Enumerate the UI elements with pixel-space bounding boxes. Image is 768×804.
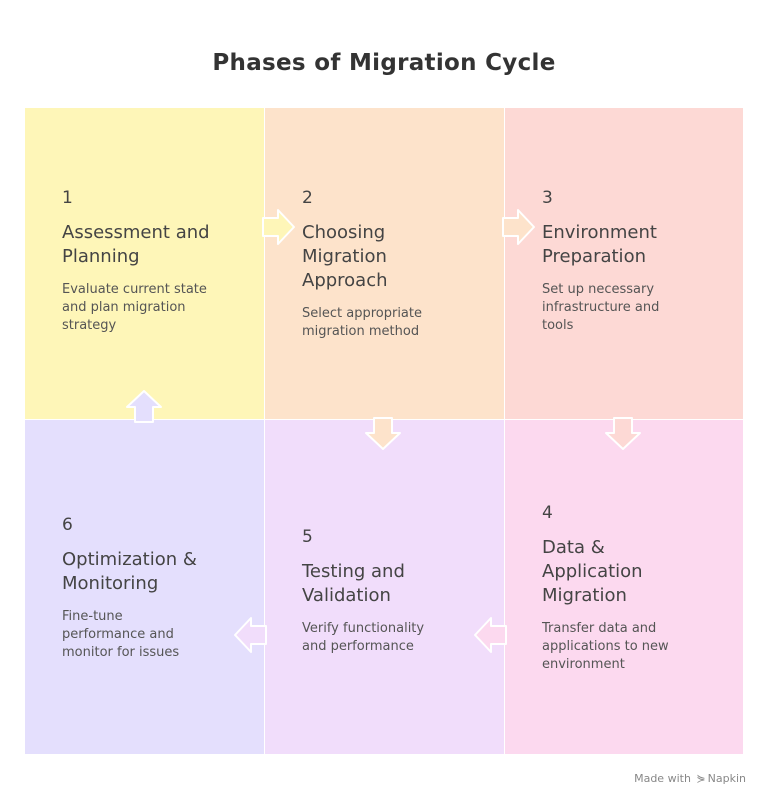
phase-1-title-line: Planning [62, 246, 140, 267]
phase-6-description [62, 608, 242, 662]
phase-2-desc-line: migration method [302, 324, 420, 339]
footer-attribution [634, 772, 746, 785]
phase-2-content [302, 188, 482, 341]
phase-2-title [302, 221, 482, 293]
phase-5-description [302, 620, 482, 656]
phase-6-title [62, 548, 242, 596]
phase-4-cell [505, 420, 743, 754]
phase-1-desc-line: and plan migration [62, 300, 186, 315]
phase-2-title-line: Choosing [302, 222, 386, 243]
phase-1-title-line: Assessment and [62, 222, 210, 243]
phase-4-description [542, 620, 722, 674]
phase-3-title [542, 221, 722, 269]
phase-5-title [302, 560, 482, 608]
phase-6-desc-line: Fine-tune [62, 609, 123, 624]
phase-6-cell [25, 420, 264, 754]
diagram-title: Phases of Migration Cycle [212, 50, 556, 76]
phase-3-title-line: Preparation [542, 246, 646, 267]
phase-4-title [542, 536, 722, 608]
arrow-down-icon [605, 417, 641, 451]
phase-6-desc-line: monitor for issues [62, 645, 180, 660]
footer-brand: Napkin [707, 772, 746, 785]
arrow-up-icon [126, 389, 162, 423]
arrow-right-icon [262, 209, 296, 245]
phase-3-desc-line: tools [542, 318, 574, 333]
arrow-left-icon [473, 617, 507, 653]
phase-1-number: 1 [62, 188, 73, 208]
phase-2-cell [265, 108, 504, 419]
phase-3-cell [505, 108, 743, 419]
phase-3-title-line: Environment [542, 222, 657, 243]
phase-2-desc-line: Select appropriate [302, 306, 422, 321]
napkin-logo-icon: ⋟ [696, 772, 706, 785]
phase-6-title-line: Monitoring [62, 573, 159, 594]
phase-4-desc-line: Transfer data and [542, 621, 657, 636]
phase-6-desc-line: performance and [62, 627, 174, 642]
phase-3-description [542, 281, 722, 335]
phase-2-number: 2 [302, 188, 313, 208]
phase-4-title-line: Migration [542, 585, 627, 606]
phase-4-desc-line: environment [542, 657, 625, 672]
phase-1-description [62, 281, 242, 335]
phase-5-content [302, 527, 482, 656]
phase-4-title-line: Application [542, 561, 643, 582]
arrow-left-icon [233, 617, 267, 653]
phase-1-content [62, 188, 242, 335]
phase-4-title-line: Data & [542, 537, 605, 558]
phase-2-title-line: Migration [302, 246, 387, 267]
phase-1-desc-line: Evaluate current state [62, 282, 207, 297]
phase-1-desc-line: strategy [62, 318, 117, 333]
phase-5-title-line: Testing and [302, 561, 405, 582]
phase-4-content [542, 503, 722, 674]
phase-4-desc-line: applications to new [542, 639, 669, 654]
arrow-right-icon [502, 209, 536, 245]
phase-4-number: 4 [542, 503, 553, 523]
phase-6-number: 6 [62, 515, 73, 535]
phase-3-number: 3 [542, 188, 553, 208]
phase-5-cell [265, 420, 504, 754]
phase-6-title-line: Optimization & [62, 549, 197, 570]
phase-5-title-line: Validation [302, 585, 391, 606]
phase-5-desc-line: and performance [302, 639, 414, 654]
phase-3-content [542, 188, 722, 335]
phase-2-title-line: Approach [302, 270, 388, 291]
arrow-down-icon [365, 417, 401, 451]
phase-2-description [302, 305, 482, 341]
phase-3-desc-line: infrastructure and [542, 300, 660, 315]
phase-5-desc-line: Verify functionality [302, 621, 425, 636]
phase-5-number: 5 [302, 527, 313, 547]
phase-3-desc-line: Set up necessary [542, 282, 655, 297]
footer-made-with: Made with [634, 772, 691, 785]
phase-1-title [62, 221, 242, 269]
phase-1-cell [25, 108, 264, 419]
phase-6-content [62, 515, 242, 662]
